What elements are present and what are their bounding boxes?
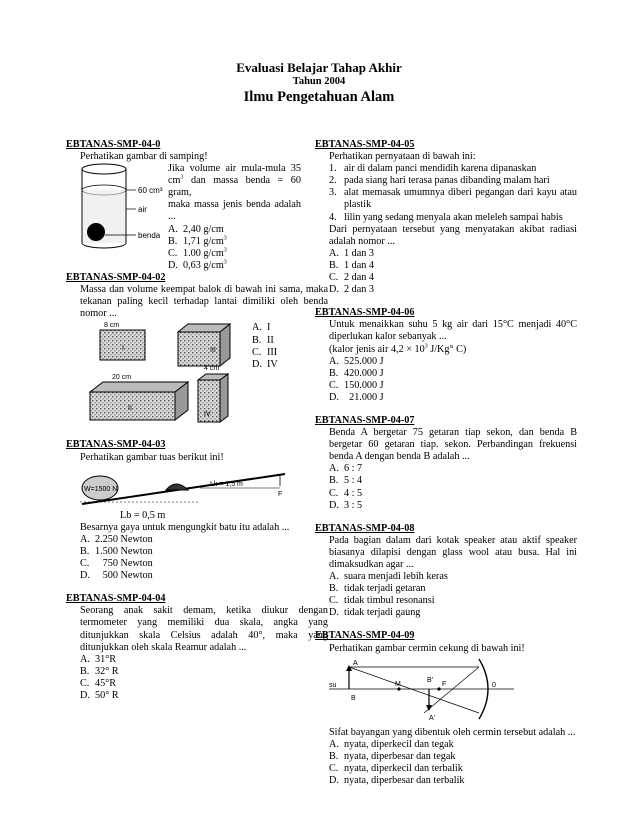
blocks-figure bbox=[80, 320, 252, 428]
question-6 bbox=[315, 307, 577, 404]
option-a[interactable]: A. 2.250 Newton bbox=[80, 533, 153, 545]
right-column bbox=[315, 139, 577, 798]
question-intro: Perhatikan gambar di samping! bbox=[80, 151, 208, 163]
option-d[interactable]: D. tidak terjadi gaung bbox=[329, 607, 421, 619]
option-c[interactable]: C. 1.00 $g/cm^3$ bbox=[168, 247, 227, 259]
option-d[interactable]: D. 0,63 $g/cm^3$ bbox=[168, 259, 227, 271]
label-b-prime: B' bbox=[427, 676, 434, 684]
option-c[interactable]: C. 45°R bbox=[80, 677, 117, 689]
list-item: 1. air di dalam panci mendidih karena dipanaskan bbox=[329, 163, 537, 175]
question-note: (kalor jenis air $4,2 \times 10^3$ J/Kg° C) bbox=[329, 343, 467, 355]
force-label: F bbox=[278, 490, 283, 498]
option-a[interactable]: A. 6 : 7 bbox=[329, 463, 363, 475]
question-7 bbox=[315, 415, 577, 512]
label-a: A bbox=[353, 659, 358, 667]
list-item: 2. pada siang hari terasa panas dibanding malam hari bbox=[329, 175, 550, 187]
question-text: Benda A bergetar 75 getaran tiap sekon, dan benda B bergetar 60 getaran tiap. sekon. Perbandingan frekuensi benda A dengan benda B adalah ... bbox=[329, 427, 577, 463]
option-c[interactable]: C. tidak timbul resonansi bbox=[329, 595, 435, 607]
options bbox=[252, 322, 278, 370]
option-a[interactable]: A. I bbox=[252, 322, 271, 334]
benda-label: benda bbox=[138, 231, 161, 241]
question-prompt: Besarnya gaya untuk mengungkit batu itu adalah ... bbox=[80, 521, 290, 533]
air-label: air bbox=[138, 205, 147, 215]
option-a[interactable]: A. 2,40 g/cm bbox=[168, 223, 224, 235]
option-a[interactable]: A. nyata, diperkecil dan tegak bbox=[329, 738, 454, 750]
label-m: M bbox=[395, 680, 401, 688]
page-title: Evaluasi Belajar Tahap Akhir bbox=[236, 60, 402, 75]
option-a[interactable]: A. 1 dan 3 bbox=[329, 247, 374, 259]
question-text: Perhatikan gambar cermin cekung di bawah ini! bbox=[329, 642, 525, 654]
page-year: Tahun 2004 bbox=[292, 76, 346, 87]
option-b[interactable]: B. II bbox=[252, 334, 274, 346]
question-code: EBTANAS-SMP-04-0 bbox=[66, 139, 161, 150]
roman-ii: II bbox=[128, 405, 132, 413]
question-8 bbox=[315, 523, 577, 620]
label-su: su bbox=[329, 681, 337, 689]
roman-iii: III bbox=[210, 347, 216, 355]
question-text: Perhatikan gambar tuas berikut ini! bbox=[80, 451, 224, 463]
option-d[interactable]: D. nyata, diperbesar dan terbalik bbox=[329, 775, 465, 787]
roman-iv: IV bbox=[204, 411, 211, 419]
question-prompt: Sifat bayangan yang dibentuk oleh cermin tersebut adalah ... bbox=[329, 726, 576, 738]
dim-4cm: 4 cm bbox=[204, 365, 220, 373]
question-4 bbox=[66, 593, 328, 702]
question-text: Seorang anak sakit demam, ketika diukur dengan termometer yang memiliki dua skala, angka yang ditunjukkan skala Celsius adalah 40°, maka yang ditunjukkan oleh skala Reamur adalah ... bbox=[80, 605, 328, 653]
concave-mirror-figure bbox=[329, 657, 519, 723]
label-f: F bbox=[442, 680, 447, 688]
question-code: EBTANAS-SMP-04-09 bbox=[315, 630, 415, 642]
question-2 bbox=[66, 272, 328, 428]
option-d[interactable]: D. 3 : 5 bbox=[329, 499, 363, 511]
label-a-prime: A' bbox=[429, 714, 436, 722]
option-b[interactable]: B. tidak terjadi getaran bbox=[329, 583, 426, 595]
question-3 bbox=[66, 439, 328, 582]
question-code: EBTANAS-SMP-04-06 bbox=[315, 307, 415, 319]
option-c[interactable]: C. nyata, diperkecil dan terbalik bbox=[329, 762, 463, 774]
list-item: 3. alat memasak umumnya diberi pegangan dari kayu atau plastik bbox=[329, 187, 577, 211]
option-b[interactable]: B. 5 : 4 bbox=[329, 475, 363, 487]
question-text: Untuk menaikkan suhu 5 kg air dari 15°C menjadi 40°C diperlukan kalor sebanyak ... bbox=[329, 319, 577, 343]
option-d[interactable]: D. 2 dan 3 bbox=[329, 284, 374, 296]
option-c[interactable]: C. 750 Newton bbox=[80, 558, 153, 570]
question-9 bbox=[315, 630, 577, 787]
option-c[interactable]: C. 4 : 5 bbox=[329, 487, 363, 499]
option-c[interactable]: C. 150.000 J bbox=[329, 379, 384, 391]
option-b[interactable]: B. 1.500 Newton bbox=[80, 545, 153, 557]
option-b[interactable]: B. 1 dan 4 bbox=[329, 259, 374, 271]
lever-figure bbox=[80, 466, 290, 510]
option-a[interactable]: A. suara menjadi lebih keras bbox=[329, 571, 448, 583]
option-d[interactable]: D. IV bbox=[252, 358, 278, 370]
option-b[interactable]: B. nyata, diperbesar dan tegak bbox=[329, 750, 456, 762]
question-code: EBTANAS-SMP-04-04 bbox=[66, 593, 166, 605]
label-b: B bbox=[351, 694, 356, 702]
dim-8cm: 8 cm bbox=[104, 322, 120, 330]
option-b[interactable]: B. 32° R bbox=[80, 665, 119, 677]
question-code: EBTANAS-SMP-04-03 bbox=[66, 439, 166, 451]
page-subject: Ilmu Pengetahuan Alam bbox=[243, 89, 395, 105]
question-5 bbox=[315, 139, 577, 296]
option-d[interactable]: D. 500 Newton bbox=[80, 570, 153, 582]
list-item: 4. lilin yang sedang menyala akan meleleh sampai habis bbox=[329, 211, 563, 223]
option-b[interactable]: B. 420.000 J bbox=[329, 367, 384, 379]
question-prompt: Dari pernyataan tersebut yang menyatakan akibat radiasi adalah nomor ... bbox=[329, 223, 577, 247]
lb-label: Lb = 0,5 m bbox=[120, 509, 166, 521]
question-code: EBTANAS-SMP-04-07 bbox=[315, 414, 415, 426]
label-o: 0 bbox=[492, 681, 496, 689]
weight-label: W=1500 N bbox=[84, 485, 118, 493]
volume-label: 60 cm³ bbox=[138, 186, 163, 196]
lk-label: Lk = 1,5 m bbox=[210, 480, 243, 488]
option-d[interactable]: D. 50° R bbox=[80, 689, 119, 701]
option-c[interactable]: C. 2 dan 4 bbox=[329, 272, 374, 284]
dim-20cm: 20 cm bbox=[112, 374, 132, 382]
left-column bbox=[66, 139, 328, 713]
question-1 bbox=[66, 139, 328, 271]
roman-i: I bbox=[122, 345, 124, 353]
option-d[interactable]: D. 21.000 J bbox=[329, 391, 384, 403]
option-b[interactable]: B. 1,71 $g/cm^3$ bbox=[168, 235, 227, 247]
question-intro: Perhatikan pernyataan di bawah ini: bbox=[329, 151, 476, 163]
option-c[interactable]: C. III bbox=[252, 346, 278, 358]
question-text: Pada bagian dalam dari kotak speaker atau aktif speaker biasanya dilapisi dengan glass wool atau busa. Hal ini dimaksudkan agar ... bbox=[329, 534, 577, 570]
cylinder-figure bbox=[76, 163, 171, 255]
question-text: Massa dan volume keempat balok di bawah ini sama, maka tekanan paling kecil terhadap lantai dimiliki oleh benda nomor ... bbox=[80, 284, 328, 320]
question-text: Jika volume air mula-mula 35 $cm^3$ dan massa benda = 60 gram, maka massa jenis benda adalah ... A. 2,40 g/cm B. 1,71 $g/cm^3$ C. 1.00 $g/cm^3$ D. 0,63 $g/cm^3$ bbox=[168, 163, 301, 271]
option-a[interactable]: A. 525.000 J bbox=[329, 355, 384, 367]
question-code: EBTANAS-SMP-04-02 bbox=[66, 272, 166, 284]
question-code: EBTANAS-SMP-04-08 bbox=[315, 522, 415, 534]
option-a[interactable]: A. 31°R bbox=[80, 653, 117, 665]
question-code: EBTANAS-SMP-04-05 bbox=[315, 139, 415, 150]
